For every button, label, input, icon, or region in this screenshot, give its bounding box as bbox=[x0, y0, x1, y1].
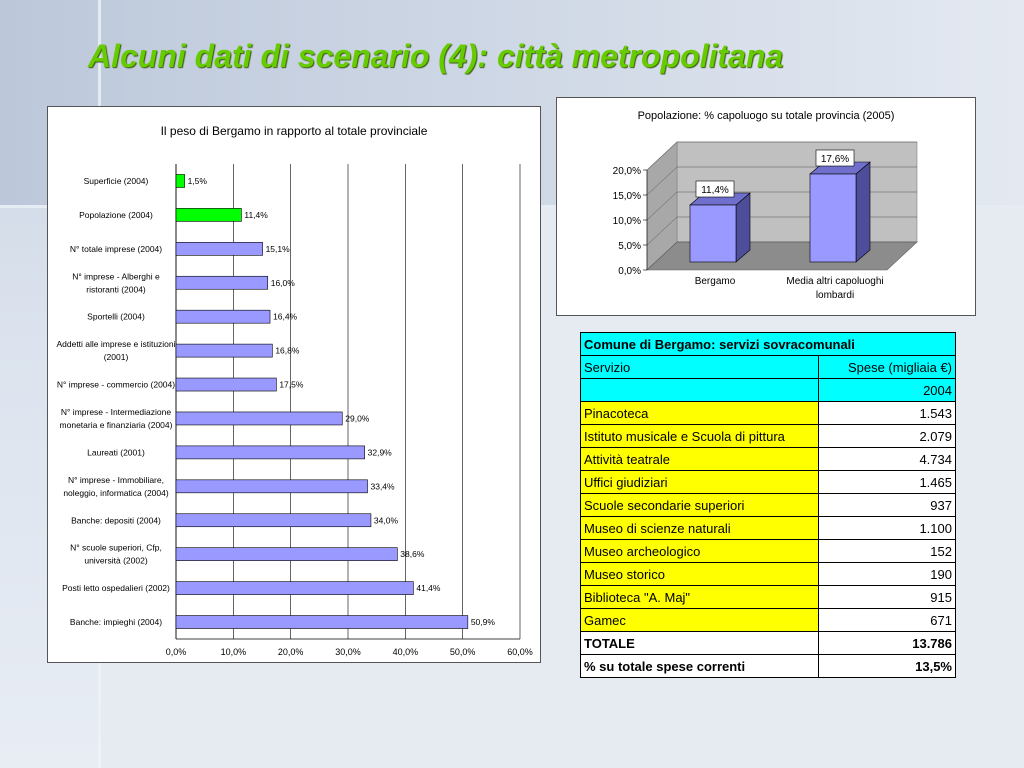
bar bbox=[176, 344, 272, 357]
header-spacer bbox=[581, 379, 819, 402]
column-header-year: 2004 bbox=[818, 379, 955, 402]
chart-title: Popolazione: % capoluogo su totale provincia (2005) bbox=[637, 110, 895, 122]
data-label: 50,9% bbox=[470, 617, 495, 628]
service-value-cell: 2.079 bbox=[818, 425, 955, 448]
x-tick-label: 60,0% bbox=[507, 647, 533, 657]
category-label: Sportelli (2004) bbox=[87, 311, 145, 322]
bar bbox=[176, 310, 270, 323]
bar bbox=[176, 412, 342, 425]
y-tick-label: 15,0% bbox=[612, 191, 641, 202]
category-label: N° imprese - commercio (2004) bbox=[56, 379, 176, 390]
table-row bbox=[581, 540, 956, 563]
data-label: 11,4% bbox=[244, 209, 268, 220]
table-header-row bbox=[581, 379, 956, 402]
bar bbox=[176, 582, 413, 595]
category-label: Laureati (2001) bbox=[87, 447, 145, 458]
service-name-cell: Biblioteca "A. Maj" bbox=[581, 586, 819, 609]
table-row bbox=[581, 563, 956, 586]
x-tick-label: 40,0% bbox=[392, 647, 419, 657]
data-label: 16,4% bbox=[273, 311, 298, 322]
table-header-row bbox=[581, 333, 956, 356]
data-label: 32,9% bbox=[367, 447, 392, 458]
data-label: 41,4% bbox=[416, 583, 441, 594]
table-row bbox=[581, 586, 956, 609]
bar-side bbox=[856, 162, 870, 262]
chart-title: Il peso di Bergamo in rapporto al totale provinciale bbox=[160, 124, 428, 138]
y-tick-label: 0,0% bbox=[618, 266, 641, 277]
horizontal-bar-chart bbox=[48, 107, 540, 662]
column-chart-panel bbox=[556, 97, 976, 316]
table-row bbox=[581, 402, 956, 425]
category-label: Addetti alle imprese e istituzioni (2001) bbox=[56, 339, 176, 363]
y-tick-label: 5,0% bbox=[618, 241, 641, 252]
service-value-cell: 915 bbox=[818, 586, 955, 609]
category-label: Banche: depositi (2004) bbox=[71, 515, 161, 526]
service-value-cell: 4.734 bbox=[818, 448, 955, 471]
data-label: 11,4% bbox=[701, 185, 729, 196]
table-row bbox=[581, 471, 956, 494]
table-row bbox=[581, 425, 956, 448]
total-value-cell: 13.786 bbox=[818, 632, 955, 655]
data-label: 17,5% bbox=[279, 379, 304, 390]
data-label: 34,0% bbox=[373, 515, 399, 526]
bar bbox=[810, 174, 856, 262]
category-label: Media altri capoluoghi lombardi bbox=[786, 276, 884, 301]
data-label: 33,4% bbox=[370, 481, 395, 492]
column-header-spese: Spese (migliaia €) bbox=[818, 356, 955, 379]
category-label: Banche: impieghi (2004) bbox=[69, 617, 163, 628]
table-title: Comune di Bergamo: servizi sovracomunali bbox=[581, 333, 956, 356]
service-name-cell: Museo storico bbox=[581, 563, 819, 586]
data-label: 29,0% bbox=[345, 413, 370, 424]
service-name-cell: Istituto musicale e Scuola di pittura bbox=[581, 425, 819, 448]
bar bbox=[176, 514, 371, 527]
table-row bbox=[581, 494, 956, 517]
total-label-cell: TOTALE bbox=[581, 632, 819, 655]
service-name-cell: Scuole secondarie superiori bbox=[581, 494, 819, 517]
service-name-cell: Gamec bbox=[581, 609, 819, 632]
data-label: 15,1% bbox=[265, 243, 290, 254]
column-header-service: Servizio bbox=[581, 356, 819, 379]
table-row bbox=[581, 609, 956, 632]
x-tick-label: 0,0% bbox=[165, 647, 187, 657]
bar bbox=[176, 616, 468, 629]
bar bbox=[176, 548, 397, 561]
service-name-cell: Attività teatrale bbox=[581, 448, 819, 471]
x-tick-label: 10,0% bbox=[220, 647, 247, 657]
service-value-cell: 1.465 bbox=[818, 471, 955, 494]
service-value-cell: 1.100 bbox=[818, 517, 955, 540]
column-chart bbox=[557, 98, 975, 315]
y-tick-label: 20,0% bbox=[612, 166, 641, 177]
bar bbox=[176, 276, 268, 289]
category-label: Bergamo bbox=[694, 276, 736, 287]
data-label: 1,5% bbox=[187, 175, 207, 186]
bar bbox=[176, 480, 367, 493]
service-name-cell: Museo di scienze naturali bbox=[581, 517, 819, 540]
service-value-cell: 937 bbox=[818, 494, 955, 517]
horizontal-bar-chart-panel bbox=[47, 106, 541, 663]
service-value-cell: 152 bbox=[818, 540, 955, 563]
data-label: 16,8% bbox=[275, 345, 300, 356]
bar bbox=[176, 242, 263, 255]
table-row bbox=[581, 448, 956, 471]
category-label: Superficie (2004) bbox=[83, 175, 149, 186]
percent-value-cell: 13,5% bbox=[818, 655, 955, 678]
category-label: N° imprese - Intermediazione monetaria e finanziaria (2004) bbox=[59, 406, 173, 430]
bar bbox=[176, 378, 276, 391]
category-label: N° imprese - Immobiliare, noleggio, informatica (2004) bbox=[63, 474, 169, 498]
total-row bbox=[581, 632, 956, 655]
bar bbox=[176, 446, 365, 459]
table-header-row bbox=[581, 356, 956, 379]
table-row bbox=[581, 517, 956, 540]
category-label: N° imprese - Alberghi e ristoranti (2004) bbox=[72, 271, 160, 295]
data-label: 16,0% bbox=[270, 277, 295, 288]
category-label: Posti letto ospedalieri (2002) bbox=[62, 583, 170, 594]
service-name-cell: Pinacoteca bbox=[581, 402, 819, 425]
category-label: N° totale imprese (2004) bbox=[69, 243, 163, 254]
service-value-cell: 190 bbox=[818, 563, 955, 586]
percent-label-cell: % su totale spese correnti bbox=[581, 655, 819, 678]
bar bbox=[176, 208, 241, 221]
percent-row bbox=[581, 655, 956, 678]
y-tick-label: 10,0% bbox=[612, 216, 641, 227]
category-label: N° scuole superiori, Cfp, università (2002) bbox=[70, 542, 162, 566]
category-label: Popolazione (2004) bbox=[79, 209, 153, 220]
slide-title: Alcuni dati di scenario (4): città metropolitana bbox=[88, 38, 784, 74]
data-label: 17,6% bbox=[820, 154, 850, 165]
services-table bbox=[580, 332, 956, 678]
service-value-cell: 671 bbox=[818, 609, 955, 632]
bar bbox=[690, 205, 736, 262]
service-name-cell: Museo archeologico bbox=[581, 540, 819, 563]
floor bbox=[647, 242, 917, 270]
data-label: 38,6% bbox=[400, 549, 425, 560]
service-value-cell: 1.543 bbox=[818, 402, 955, 425]
bar bbox=[176, 174, 185, 187]
service-name-cell: Uffici giudiziari bbox=[581, 471, 819, 494]
x-tick-label: 30,0% bbox=[335, 647, 361, 657]
x-tick-label: 50,0% bbox=[449, 647, 476, 657]
x-tick-label: 20,0% bbox=[277, 647, 304, 657]
